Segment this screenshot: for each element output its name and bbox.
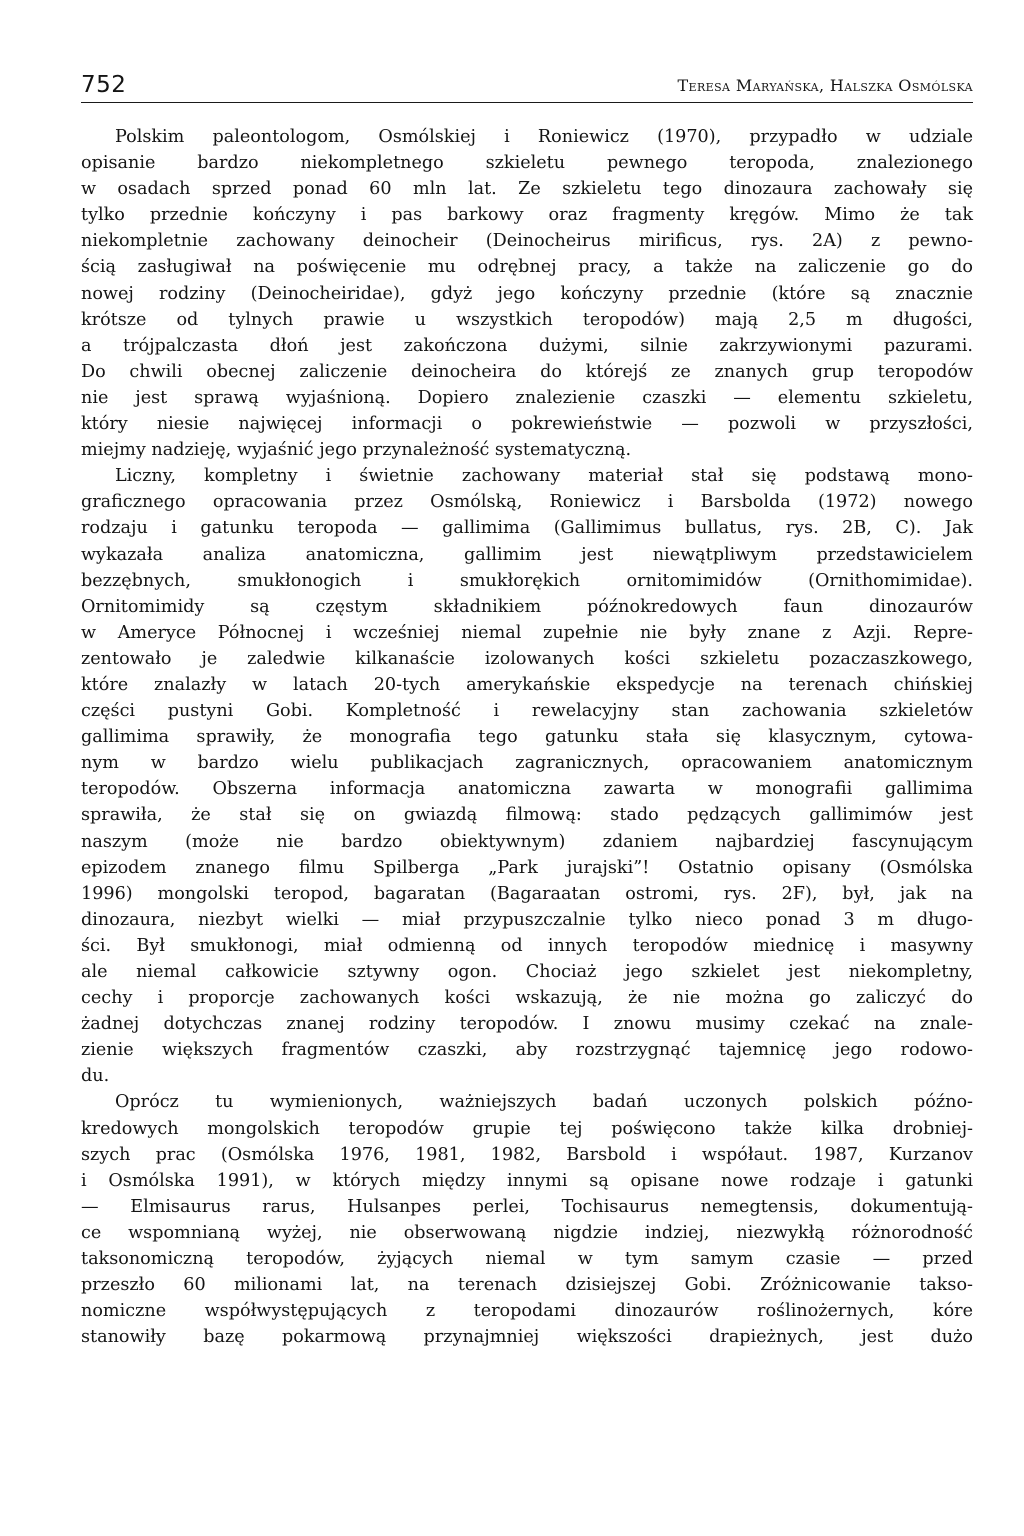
page-header [81, 70, 973, 104]
text-line: wykazała analiza anatomiczna, gallimim jest niewątpliwym przedstawicielem [81, 544, 973, 565]
text-line: Ornitomimidy są częstym składnikiem późnokredowych faun dinozaurów [81, 596, 973, 617]
text-line: epizodem znanego filmu Spilberga „Park jurajski”! Ostatnio opisany (Osmólska [81, 857, 973, 878]
header-rule [81, 102, 973, 103]
text-line: zentowało je zaledwie kilkanaście izolowanych kości szkieletu pozaczaszkowego, [81, 648, 973, 669]
text-line: żadnej dotychczas znanej rodziny teropodów. I znowu musimy czekać na znale- [81, 1014, 973, 1035]
text-line: który niesie najwięcej informacji o pokrewieństwie — pozwoli w przyszłości, [81, 414, 973, 435]
text-line: teropodów. Obszerna informacja anatomiczna zawarta w monografii gallimima [81, 779, 973, 800]
text-line: Liczny, kompletny i świetnie zachowany materiał stał się podstawą mono- [115, 466, 973, 487]
text-line: taksonomiczną teropodów, żyjących niemal w tym samym czasie — przed [81, 1249, 973, 1270]
text-line: Do chwili obecnej zaliczenie deinocheira do którejś ze znanych grup teropodów [81, 361, 973, 382]
text-line: graficznego opracowania przez Osmólską, Roniewicz i Barsbolda (1972) nowego [81, 492, 973, 513]
text-line: ścią zasługiwał na poświęcenie mu odrębnej pracy, a także na zaliczenie go do [81, 257, 973, 278]
text-line: stanowiły bazę pokarmową przynajmniej większości drapieżnych, jest dużo [81, 1327, 973, 1348]
text-line: sprawiła, że stał się on gwiazdą filmową: stado pędzących gallimimów jest [81, 805, 973, 826]
text-line: części pustyni Gobi. Kompletność i rewelacyjny stan zachowania szkieletów [81, 701, 973, 722]
page-number: 752 [81, 72, 127, 98]
text-line: które znalazły w latach 20-tych amerykańskie ekspedycje na terenach chińskiej [81, 674, 973, 695]
text-line: naszym (może nie bardzo obiektywnym) zdaniem najbardziej fascynującym [81, 831, 973, 852]
text-line: 1996) mongolski teropod, bagaratan (Bagaraatan ostromi, rys. 2F), był, jak na [81, 883, 973, 904]
text-line: Oprócz tu wymienionych, ważniejszych badań uczonych polskich późno- [115, 1092, 973, 1113]
text-line: w Ameryce Północnej i wcześniej niemal zupełnie nie były znane z Azji. Repre- [81, 622, 973, 643]
text-line: i Osmólska 1991), w których między innymi są opisane nowe rodzaje i gatunki [81, 1170, 973, 1191]
text-line: gallimima sprawiły, że monografia tego gatunku stała się klasycznym, cytowa- [81, 727, 973, 748]
text-line: dinozaura, niezbyt wielki — miał przypuszczalnie tylko nieco ponad 3 m długo- [81, 909, 973, 930]
text-line: miejmy nadzieję, wyjaśnić jego przynależność systematyczną. [81, 440, 632, 461]
text-line: ce wspomnianą wyżej, nie obserwowaną nigdzie indziej, niezwykłą różnorodność [81, 1222, 973, 1243]
text-line: niekompletnie zachowany deinocheir (Deinocheirus mirificus, rys. 2A) z pewno- [81, 231, 973, 252]
text-line: ści. Był smukłonogi, miał odmienną od innych teropodów miednicę i masywny [81, 935, 973, 956]
text-line: nym w bardzo wielu publikacjach zagranicznych, opracowaniem anatomicznym [81, 753, 973, 774]
text-line: tylko przednie kończyny i pas barkowy oraz fragmenty kręgów. Mimo że tak [81, 205, 973, 226]
text-line: du. [81, 1066, 110, 1087]
text-line: nomiczne współwystępujących z teropodami dinozaurów roślinożernych, kóre [81, 1301, 973, 1322]
text-line: ale niemal całkowicie sztywny ogon. Chociaż jego szkielet jest niekompletny, [81, 962, 973, 982]
text-line: bezzębnych, smukłonogich i smukłorękich ornitomimidów (Ornithomimidae). [81, 570, 973, 591]
text-line: Polskim paleontologom, Osmólskiej i Roniewicz (1970), przypadło w udziale [115, 127, 973, 147]
running-head: Teresa Maryańska, Halszka Osmólska [677, 76, 973, 95]
text-line: — Elmisaurus rarus, Hulsanpes perlei, Tochisaurus nemegtensis, dokumentują- [81, 1196, 973, 1217]
text-line: szych prac (Osmólska 1976, 1981, 1982, Barsbold i współaut. 1987, Kurzanov [81, 1144, 973, 1165]
text-line: nowej rodziny (Deinocheiridae), gdyż jego kończyny przednie (które są znacznie [81, 283, 973, 304]
text-line: cechy i proporcje zachowanych kości wskazują, że nie można go zaliczyć do [81, 988, 973, 1009]
body-text [81, 124, 973, 1350]
text-line: w osadach sprzed ponad 60 mln lat. Ze szkieletu tego dinozaura zachowały się [81, 179, 973, 200]
text-line: a trójpalczasta dłoń jest zakończona dużymi, silnie zakrzywionymi pazurami. [81, 335, 973, 356]
text-line: krótsze od tylnych prawie u wszystkich teropodów) mają 2,5 m długości, [81, 309, 973, 330]
text-line: kredowych mongolskich teropodów grupie tej poświęcono także kilka drobniej- [81, 1118, 973, 1139]
text-line: zienie większych fragmentów czaszki, aby rozstrzygnąć tajemnicę jego rodowo- [81, 1040, 973, 1061]
text-line: przeszło 60 milionami lat, na terenach dzisiejszej Gobi. Zróżnicowanie takso- [81, 1275, 973, 1296]
text-line: rodzaju i gatunku teropoda — gallimima (Gallimimus bullatus, rys. 2B, C). Jak [81, 518, 973, 539]
text-line: opisanie bardzo niekompletnego szkieletu pewnego teropoda, znalezionego [81, 153, 973, 174]
text-line: nie jest sprawą wyjaśnioną. Dopiero znalezienie czaszki — elementu szkieletu, [81, 387, 973, 408]
